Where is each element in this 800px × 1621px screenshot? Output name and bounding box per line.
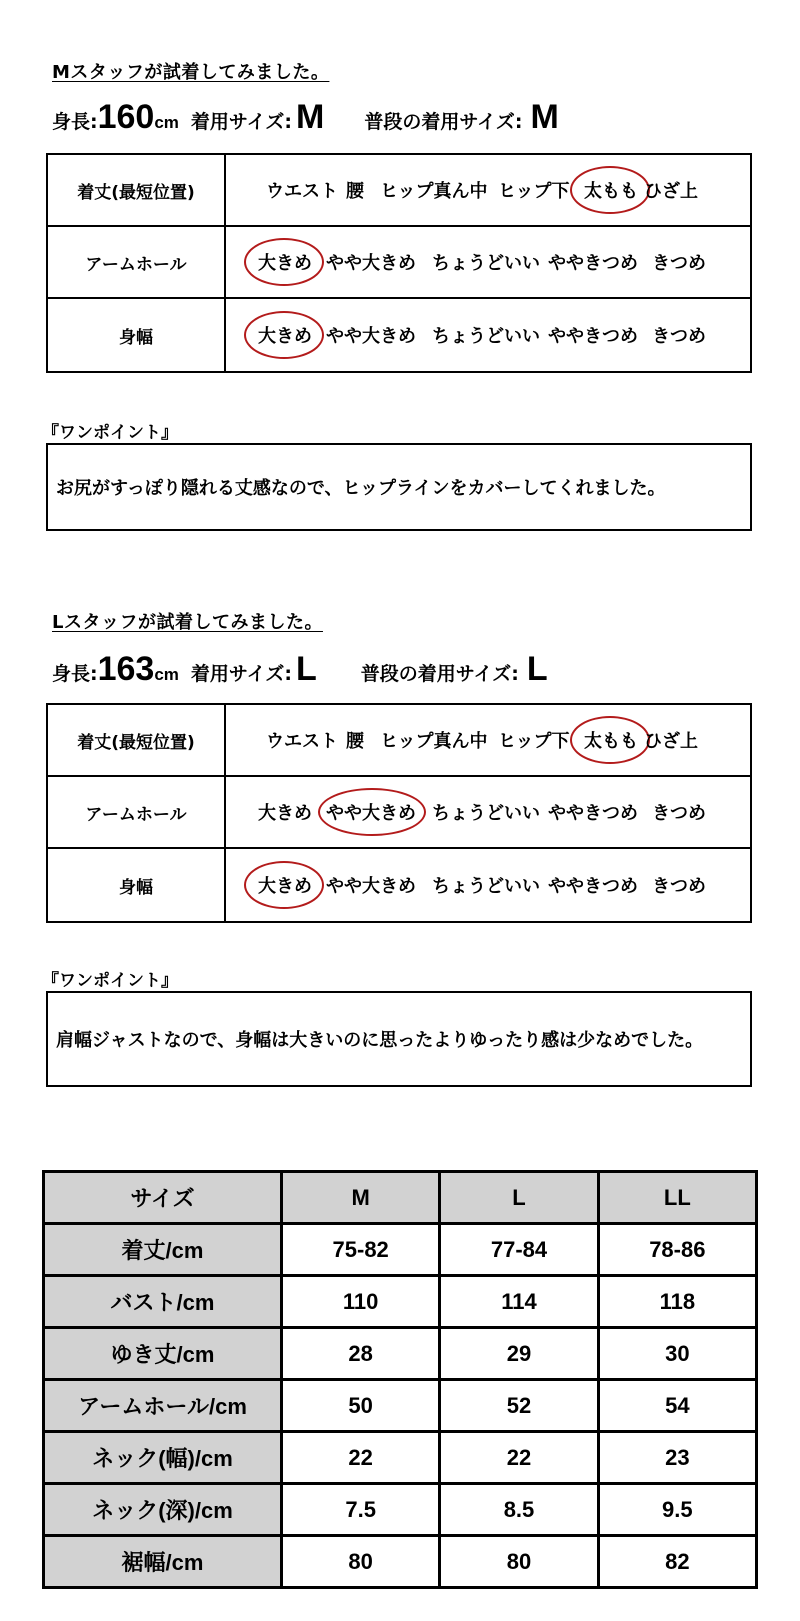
row-header: 着丈/cm: [44, 1224, 282, 1276]
table-cell: 8.5: [440, 1484, 598, 1536]
height-value: 163: [97, 650, 155, 688]
fit-row-label: 身幅: [48, 299, 226, 371]
staff-m-fit-table: [46, 153, 752, 373]
fit-options: [226, 705, 750, 775]
table-cell: 30: [598, 1328, 756, 1380]
option-just-right: ちょうどいい: [432, 803, 540, 824]
onepoint-box: [46, 443, 752, 531]
option-just-right: ちょうどいい: [432, 326, 540, 347]
row-header: ゆき丈/cm: [44, 1328, 282, 1380]
onepoint-box: [46, 991, 752, 1087]
table-cell: 23: [598, 1432, 756, 1484]
option-large-selected: 大きめ: [258, 872, 312, 898]
option-tight: きつめ: [652, 253, 706, 274]
usual-size-label: 普段の着用サイズ:: [360, 663, 519, 685]
option-tight: きつめ: [652, 326, 706, 347]
row-header: バスト/cm: [44, 1276, 282, 1328]
staff-l-title: Lスタッフが試着してみました。: [52, 612, 323, 633]
fit-options: [226, 849, 750, 921]
table-cell: 75-82: [282, 1224, 440, 1276]
option-large-selected: 大きめ: [258, 249, 312, 275]
option-above-knee: ひざ上: [644, 181, 698, 202]
staff-m-measurements: [52, 100, 559, 134]
option-thigh-selected: 太もも: [584, 727, 638, 753]
fit-row-label: 着丈(最短位置): [48, 705, 226, 775]
option-hip-bottom: ヒップ下: [498, 181, 570, 202]
fit-options: [226, 227, 750, 297]
table-cell: 9.5: [598, 1484, 756, 1536]
table-cell: 54: [598, 1380, 756, 1432]
onepoint-text: 肩幅ジャストなので、身幅は大きいのに思ったよりゆったり感は少なめでした。: [56, 1030, 704, 1051]
height-label: 身長:: [52, 663, 98, 685]
option-just-right: ちょうどいい: [432, 253, 540, 274]
header-cell: L: [440, 1172, 598, 1224]
table-cell: 80: [282, 1536, 440, 1588]
table-row: [44, 1432, 757, 1484]
table-cell: 50: [282, 1380, 440, 1432]
table-cell: 110: [282, 1276, 440, 1328]
table-row: [44, 1224, 757, 1276]
option-slightly-tight: ややきつめ: [548, 876, 638, 897]
row-header: 裾幅/cm: [44, 1536, 282, 1588]
option-hip-bottom: ヒップ下: [498, 731, 570, 752]
option-hip-middle: ヒップ真ん中: [380, 731, 488, 752]
fit-row-label: 身幅: [48, 849, 226, 921]
wear-size-value: L: [296, 650, 317, 688]
wear-size-value: M: [296, 98, 325, 136]
fit-row-label: アームホール: [48, 777, 226, 847]
fit-row-label: アームホール: [48, 227, 226, 297]
usual-size-value: L: [526, 650, 548, 688]
table-row: [44, 1328, 757, 1380]
size-chart-table: [42, 1170, 758, 1589]
option-waist: ウエスト: [266, 731, 338, 752]
row-header: ネック(幅)/cm: [44, 1432, 282, 1484]
height-unit: cm: [154, 113, 179, 132]
option-slightly-large: やや大きめ: [326, 876, 416, 897]
height-unit: cm: [154, 665, 179, 684]
onepoint-label: 『ワンポイント』: [42, 971, 178, 991]
fit-options: [226, 155, 750, 225]
option-large: 大きめ: [258, 803, 312, 824]
table-cell: 28: [282, 1328, 440, 1380]
option-slightly-large: やや大きめ: [326, 326, 416, 347]
wear-size-label: 着用サイズ:: [190, 663, 293, 685]
option-hip-top: 腰: [346, 181, 364, 202]
table-cell: 7.5: [282, 1484, 440, 1536]
header-cell: サイズ: [44, 1172, 282, 1224]
height-label: 身長:: [52, 111, 98, 133]
table-cell: 80: [440, 1536, 598, 1588]
option-thigh-selected: 太もも: [584, 177, 638, 203]
option-slightly-tight: ややきつめ: [548, 803, 638, 824]
fit-row-body-width: [48, 299, 750, 371]
table-row: [44, 1484, 757, 1536]
option-above-knee: ひざ上: [644, 731, 698, 752]
fit-row-body-width: [48, 849, 750, 921]
option-just-right: ちょうどいい: [432, 876, 540, 897]
row-header: アームホール/cm: [44, 1380, 282, 1432]
fit-row-armhole: [48, 227, 750, 299]
row-header: ネック(深)/cm: [44, 1484, 282, 1536]
fit-options: [226, 777, 750, 847]
fit-row-armhole: [48, 777, 750, 849]
usual-size-label: 普段の着用サイズ:: [364, 111, 523, 133]
option-hip-middle: ヒップ真ん中: [380, 181, 488, 202]
option-tight: きつめ: [652, 876, 706, 897]
fit-row-length: [48, 705, 750, 777]
staff-m-title: Mスタッフが試着してみました。: [52, 62, 330, 83]
wear-size-label: 着用サイズ:: [190, 111, 293, 133]
option-large-selected: 大きめ: [258, 322, 312, 348]
table-row: [44, 1380, 757, 1432]
fit-row-length: [48, 155, 750, 227]
option-tight: きつめ: [652, 803, 706, 824]
table-cell: 114: [440, 1276, 598, 1328]
fit-options: [226, 299, 750, 371]
option-slightly-tight: ややきつめ: [548, 253, 638, 274]
table-cell: 52: [440, 1380, 598, 1432]
table-row: [44, 1276, 757, 1328]
option-waist: ウエスト: [266, 181, 338, 202]
table-cell: 22: [282, 1432, 440, 1484]
header-cell: LL: [598, 1172, 756, 1224]
table-cell: 22: [440, 1432, 598, 1484]
fit-row-label: 着丈(最短位置): [48, 155, 226, 225]
table-cell: 82: [598, 1536, 756, 1588]
usual-size-value: M: [530, 98, 559, 136]
option-slightly-tight: ややきつめ: [548, 326, 638, 347]
onepoint-text: お尻がすっぽり隠れる丈感なので、ヒップラインをカバーしてくれました。: [56, 478, 666, 499]
option-slightly-large: やや大きめ: [326, 253, 416, 274]
table-cell: 78-86: [598, 1224, 756, 1276]
table-cell: 77-84: [440, 1224, 598, 1276]
size-chart-header-row: [44, 1172, 757, 1224]
staff-l-measurements: [52, 652, 548, 686]
header-cell: M: [282, 1172, 440, 1224]
table-row: [44, 1536, 757, 1588]
table-cell: 118: [598, 1276, 756, 1328]
onepoint-label: 『ワンポイント』: [42, 423, 178, 443]
option-hip-top: 腰: [346, 731, 364, 752]
height-value: 160: [97, 98, 155, 136]
table-cell: 29: [440, 1328, 598, 1380]
option-slightly-large-selected: やや大きめ: [326, 799, 416, 825]
staff-l-fit-table: [46, 703, 752, 923]
